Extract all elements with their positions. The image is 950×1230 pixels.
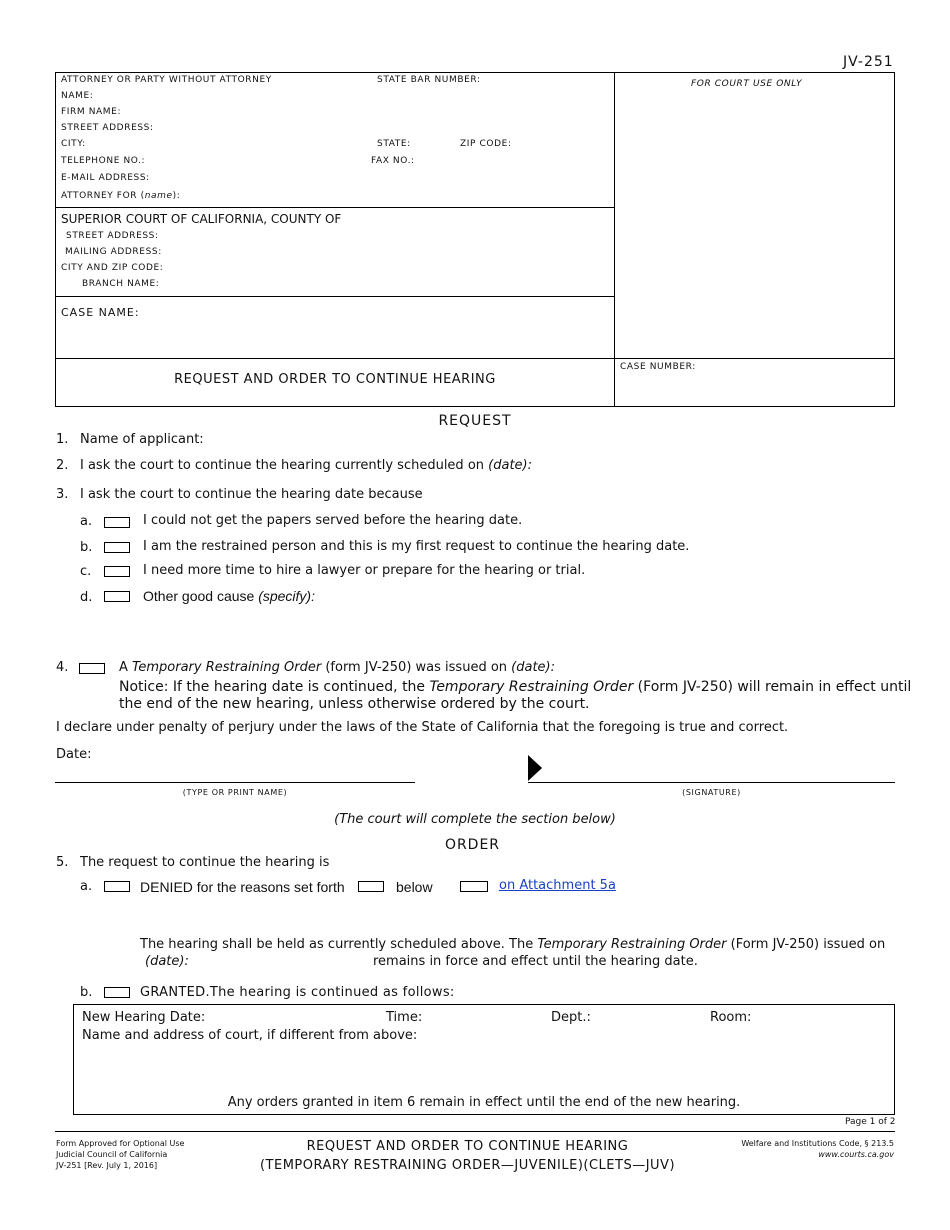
held-line-2: remains in force and effect until the hearing date. (373, 954, 698, 969)
print-name-line (55, 782, 415, 783)
attorney-for-label: ATTORNEY FOR (name): (61, 191, 181, 201)
footer-code: Welfare and Institutions Code, § 213.5 www.courts.ca.gov (741, 1139, 894, 1159)
phone-label: TELEPHONE NO.: (61, 156, 146, 166)
approval-block: Form Approved for Optional Use Judicial Council of California JV-251 [Rev. July 1, 2016] (56, 1139, 185, 1170)
item5-text: The request to continue the hearing is (80, 855, 330, 870)
page-number: Page 1 of 2 (845, 1117, 896, 1127)
form-id: JV-251 (843, 54, 894, 70)
item4-text: A Temporary Restraining Order (form JV-250) was issued on (date): (119, 660, 556, 675)
item5-number: 5. (56, 855, 69, 870)
checkbox-5a-below[interactable] (358, 881, 384, 892)
checkbox-3d[interactable] (104, 591, 130, 602)
footer-rule (55, 1131, 895, 1132)
case-number-label: CASE NUMBER: (620, 362, 696, 372)
court-use-label: FOR COURT USE ONLY (691, 79, 803, 89)
street-label: STREET ADDRESS: (61, 123, 154, 133)
item3a-text: I could not get the papers served before the hearing date. (143, 513, 523, 528)
print-name-label: (TYPE OR PRINT NAME) (182, 788, 288, 797)
signature-arrow-icon (528, 755, 542, 781)
attachment-5a-link[interactable]: on Attachment 5a (499, 878, 616, 893)
item3-number: 3. (56, 487, 69, 502)
room-label: Room: (710, 1010, 752, 1025)
caption-divider (614, 72, 615, 407)
dept-label: Dept.: (551, 1010, 591, 1025)
signature-line (528, 782, 895, 783)
checkbox-5a-attachment[interactable] (460, 881, 488, 892)
court-mailing-label: MAILING ADDRESS: (65, 247, 162, 257)
orders-note: Any orders granted in item 6 remain in effect until the end of the new hearing. (227, 1095, 741, 1110)
item3b-letter: b. (80, 540, 93, 555)
checkbox-4[interactable] (79, 663, 105, 674)
notice-line-2: the end of the new hearing, unless otherwise ordered by the court. (119, 696, 590, 712)
item5b-granted: GRANTED.The hearing is continued as follows: (140, 985, 455, 1000)
court-branch-label: BRANCH NAME: (82, 279, 160, 289)
item3-text: I ask the court to continue the hearing date because (80, 487, 423, 502)
item3a-letter: a. (80, 514, 93, 529)
court-address-label: Name and address of court, if different from above: (82, 1028, 418, 1043)
court-cityzip-label: CITY AND ZIP CODE: (61, 263, 164, 273)
checkbox-5a[interactable] (104, 881, 130, 892)
item5a-below: below (396, 879, 433, 895)
case-name-label: CASE NAME: (61, 306, 140, 319)
declaration: I declare under penalty of perjury under the laws of the State of California that the foregoing is true and correct. (56, 720, 789, 735)
state-bar-label: STATE BAR NUMBER: (377, 75, 481, 85)
footer-title: REQUEST AND ORDER TO CONTINUE HEARING (TEMPORARY RESTRAINING ORDER—JUVENILE)(CLETS—JUV) (259, 1139, 676, 1173)
court-title: SUPERIOR COURT OF CALIFORNIA, COUNTY OF (61, 212, 342, 226)
held-date: (date): (145, 954, 189, 969)
court-street-label: STREET ADDRESS: (66, 231, 159, 241)
held-line-1: The hearing shall be held as currently scheduled above. The Temporary Restraining Order (Form JV-250) issued on (140, 937, 886, 952)
new-date-label: New Hearing Date: (82, 1010, 206, 1025)
signature-label: (SIGNATURE) (682, 788, 741, 797)
caption-box (55, 72, 895, 407)
firm-label: FIRM NAME: (61, 107, 122, 117)
item4-number: 4. (56, 660, 69, 675)
date-label: Date: (56, 747, 92, 762)
attorney-label: ATTORNEY OR PARTY WITHOUT ATTORNEY (61, 75, 272, 85)
item3c-letter: c. (80, 564, 92, 579)
form-title: REQUEST AND ORDER TO CONTINUE HEARING (174, 372, 496, 387)
email-label: E-MAIL ADDRESS: (61, 173, 150, 183)
state-label: STATE: (377, 139, 411, 149)
name-label: NAME: (61, 91, 94, 101)
checkbox-3b[interactable] (104, 542, 130, 553)
checkbox-3a[interactable] (104, 517, 130, 528)
item3b-text: I am the restrained person and this is my first request to continue the hearing date. (143, 539, 690, 554)
notice-line-1: Notice: If the hearing date is continued, the Temporary Restraining Order (Form JV-250) will remain in effect until (119, 679, 912, 695)
item2-text: I ask the court to continue the hearing currently scheduled on (date): (80, 458, 532, 473)
fax-label: FAX NO.: (371, 156, 415, 166)
order-heading: ORDER (444, 837, 501, 853)
item2-number: 2. (56, 458, 69, 473)
city-label: CITY: (61, 139, 86, 149)
item5a-denied: DENIED for the reasons set forth (140, 879, 345, 895)
request-heading: REQUEST (438, 413, 512, 429)
time-label: Time: (386, 1010, 423, 1025)
checkbox-5b[interactable] (104, 987, 130, 998)
checkbox-3c[interactable] (104, 566, 130, 577)
item3c-text: I need more time to hire a lawyer or prepare for the hearing or trial. (143, 563, 586, 578)
item5b-letter: b. (80, 985, 93, 1000)
item1-text: Name of applicant: (80, 432, 204, 447)
item3d-letter: d. (80, 590, 93, 605)
zip-label: ZIP CODE: (460, 139, 512, 149)
court-note: (The court will complete the section below) (334, 812, 616, 827)
item3d-text: Other good cause (specify): (143, 588, 315, 604)
item1-number: 1. (56, 432, 69, 447)
item5a-letter: a. (80, 879, 93, 894)
